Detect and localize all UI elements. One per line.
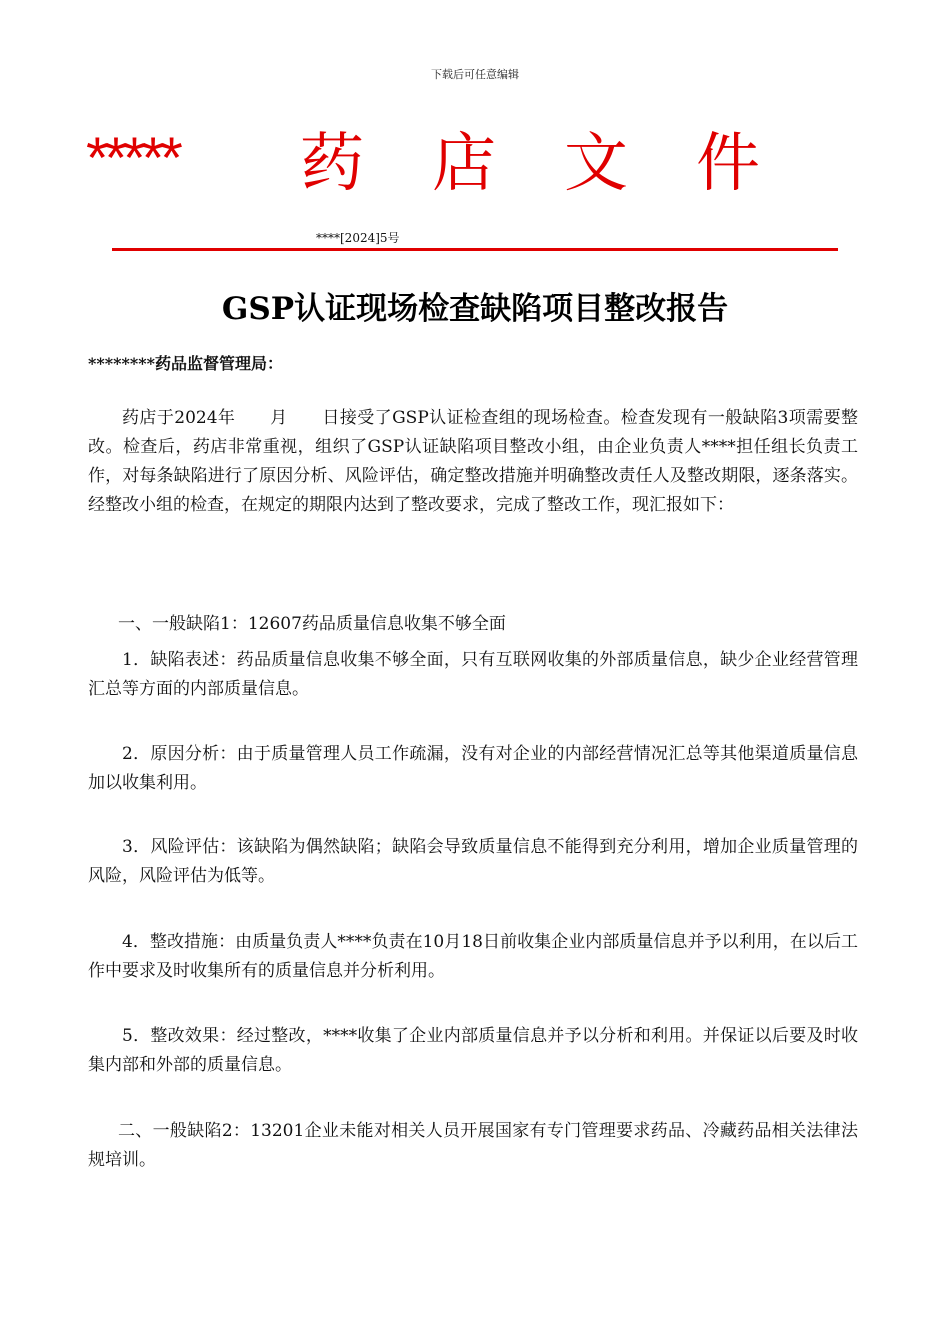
header-title-char: 件	[696, 127, 760, 201]
top-note: 下载后可任意编辑	[431, 68, 519, 81]
header-title	[300, 127, 760, 201]
section-2-heading: 二、一般缺陷2：13201企业未能对相关人员开展国家有专门管理要求药品、冷藏药品相关法律法规培训。	[88, 1121, 858, 1170]
report-title: GSP认证现场检查缺陷项目整改报告	[221, 291, 729, 327]
header-title-char: 店	[432, 127, 496, 201]
intro-paragraph: 药店于2024年 月 日接受了GSP认证检查组的现场检查。检查发现有一般缺陷3项需要整改。检查后，药店非常重视，组织了GSP认证缺陷项目整改小组，由企业负责人****担任组长负责工作，对每条缺陷进行了原因分析、风险评估，确定整改措施并明确整改责任人及整改期限，逐条落实。经整改小组的检查，在规定的期限内达到了整改要求，完成了整改工作，现汇报如下：	[88, 408, 858, 515]
section-1-item: 1．缺陷表述：药品质量信息收集不够全面，只有互联网收集的外部质量信息，缺少企业经营管理汇总等方面的内部质量信息。	[88, 650, 858, 699]
header-stars: *****	[86, 126, 179, 191]
header-title-char: 文	[564, 127, 628, 201]
section-1-item: 3．风险评估：该缺陷为偶然缺陷；缺陷会导致质量信息不能得到充分利用，增加企业质量管理的风险，风险评估为低等。	[88, 837, 858, 886]
section-1-item: 4．整改措施：由质量负责人****负责在10月18日前收集企业内部质量信息并予以利用，在以后工作中要求及时收集所有的质量信息并分析利用。	[88, 932, 858, 981]
document-number: ****[2024]5号	[316, 231, 400, 245]
header-title-char: 药	[300, 127, 364, 201]
header-divider	[112, 248, 838, 251]
section-1-item: 5．整改效果：经过整改，****收集了企业内部质量信息并予以分析和利用。并保证以后要及时收集内部和外部的质量信息。	[88, 1026, 858, 1075]
section-1-item: 2．原因分析：由于质量管理人员工作疏漏，没有对企业的内部经营情况汇总等其他渠道质量信息加以收集利用。	[88, 744, 858, 793]
addressee: ********药品监督管理局：	[88, 354, 283, 373]
section-1-heading: 一、一般缺陷1：12607药品质量信息收集不够全面	[118, 614, 506, 634]
